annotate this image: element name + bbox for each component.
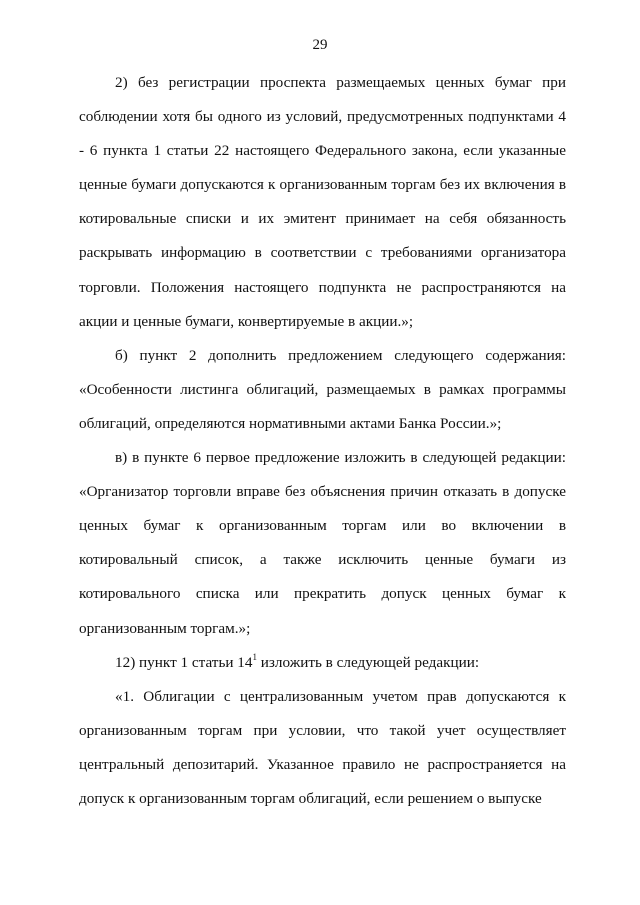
paragraph-subitem-2: 2) без регистрации проспекта размещаемых ценных бумаг при соблюдении хотя бы одного из условий, предусмотренных подпунктами 4 - 6 пункта 1 статьи 22 настоящего Федерального закона, если указанные ценные бумаги допускаются к организованным торгам без их включения в котировальные списки и их эмитент принимает на себя обязанность раскрывать информацию в соответствии с требованиями организатора торговли. Положения настоящего подпункта не распространяются на акции и ценные бумаги, конвертируемые в акции.»; <box>79 74 566 330</box>
paragraph-item-12 <box>79 646 566 680</box>
paragraph-bonds-admission: «1. Облигации с централизованным учетом прав допускаются к организованным торгам при условии, что такой учет осуществляет центральный депозитарий. Указанное правило не распространяется на допуск к организованным торгам облигаций, если решением о выпуске <box>79 687 566 807</box>
item-12-superscript: 1 <box>252 651 257 662</box>
item-12-text-end: изложить в следующей редакции: <box>256 653 480 671</box>
paragraph-item-v: в) в пункте 6 первое предложение изложить в следующей редакции: «Организатор торговли вправе без объяснения причин отказать в допуске ценных бумаг к организованным торгам или во включении в котировальный список, а также исключить ценные бумаги из котировального списка или прекратить допуск ценных бумаг к организованным торгам.»; <box>79 449 566 637</box>
item-12-text: 12) пункт 1 статьи 14 <box>115 653 253 671</box>
paragraph-item-b: б) пункт 2 дополнить предложением следующего содержания: «Особенности листинга облигаций, размещаемых в рамках программы облигаций, определяются нормативными актами Банка России.»; <box>79 346 566 432</box>
document-body <box>79 66 566 816</box>
page-number: 29 <box>312 37 328 53</box>
